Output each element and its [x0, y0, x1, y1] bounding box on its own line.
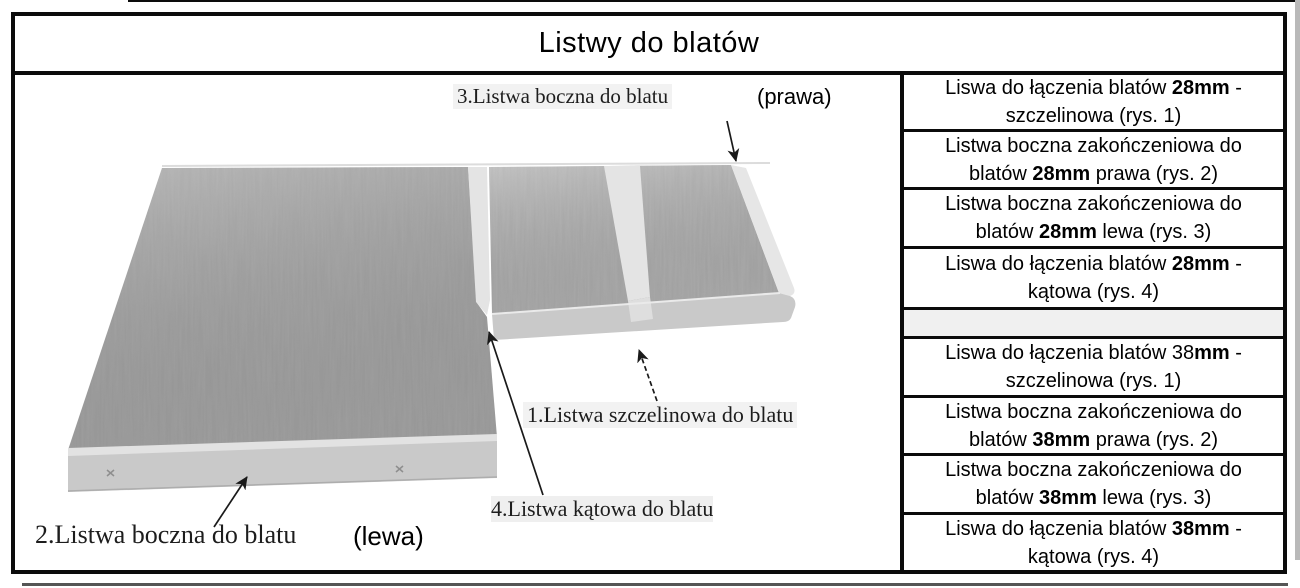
title-row — [15, 16, 1283, 75]
thickness-value: 28mm — [1171, 77, 1230, 99]
thickness-value: 28mm — [1171, 253, 1230, 275]
table-row-text — [914, 339, 1273, 395]
gap-strip-front — [628, 297, 653, 322]
table-row-text — [914, 456, 1273, 512]
annotation-gap-strip-label: 1.Listwa szczelinowa do blatu — [523, 402, 797, 428]
table-row — [904, 398, 1283, 456]
row-text-segment: prawa (rys. 2) — [1090, 162, 1218, 185]
arrow-to-right-side-strip — [727, 121, 736, 161]
thickness-value: 28mm — [1032, 162, 1091, 185]
annotation-corner-strip-label: 4.Listwa kątowa do blatu — [491, 496, 714, 521]
row-text-segment: Liswa do łączenia blatów 38 — [945, 342, 1195, 364]
annotation-left-side-strip-side: (lewa) — [353, 521, 424, 551]
table-row-text — [914, 74, 1273, 130]
table-row-text — [914, 190, 1273, 246]
table-row-text — [914, 132, 1273, 188]
thickness-value: 38mm — [1039, 487, 1097, 509]
thickness-value: 38mm — [1032, 428, 1091, 451]
row-text-segment: - kątowa (rys. 4) — [1027, 517, 1242, 568]
row-text-segment: - szczelinowa (rys. 1) — [1005, 342, 1242, 392]
left-slab-wood-grain — [60, 158, 505, 458]
content-row — [15, 75, 1283, 570]
thickness-value: 28mm — [1039, 221, 1097, 243]
row-text-segment: lewa (rys. 3) — [1096, 487, 1212, 509]
table-row — [904, 190, 1283, 249]
countertop-illustration — [15, 75, 900, 570]
table-row — [904, 339, 1283, 398]
row-text-segment: Listwa boczna zakończeniowa do blatów — [945, 400, 1242, 451]
page-title: Listwy do blatów — [538, 27, 760, 59]
table-row — [904, 249, 1283, 310]
table-row-text — [914, 250, 1273, 306]
row-text-segment: Liswa do łączenia blatów — [945, 253, 1172, 275]
thickness-value: mm — [1194, 342, 1230, 364]
scan-edge-top-line — [128, 0, 1300, 2]
table-row-text — [914, 515, 1273, 571]
arrow-to-gap-strip — [639, 350, 657, 401]
table-row-text — [914, 398, 1273, 454]
row-text-segment: Liswa do łączenia blatów — [945, 77, 1172, 99]
row-text-segment: Liswa do łączenia blatów — [945, 517, 1172, 540]
table-row — [904, 515, 1283, 570]
table-row — [904, 132, 1283, 190]
row-text-segment: Listwa boczna zakończeniowa do blatów — [945, 134, 1242, 185]
annotation-left-side-strip-label: 2.Listwa boczna do blatu — [35, 520, 297, 549]
thickness-value: 38mm — [1171, 517, 1230, 540]
table-empty-row — [904, 310, 1283, 339]
annotation-right-side-strip-side: (prawa) — [757, 84, 832, 109]
scan-edge-right-shadow — [1295, 0, 1300, 560]
row-text-segment: Listwa boczna zakończeniowa do blatów — [945, 459, 1242, 509]
strip-table — [900, 75, 1283, 570]
table-row — [904, 75, 1283, 132]
page-frame — [11, 12, 1287, 574]
row-text-segment: - szczelinowa (rys. 1) — [1005, 77, 1242, 127]
row-text-segment: - kątowa (rys. 4) — [1027, 253, 1242, 303]
row-text-segment: Listwa boczna zakończeniowa do blatów — [945, 193, 1242, 243]
row-text-segment: prawa (rys. 2) — [1090, 428, 1218, 451]
scan-edge-bottom-shadow — [22, 583, 1288, 586]
table-row — [904, 456, 1283, 515]
annotation-right-side-strip-label: 3.Listwa boczna do blatu — [453, 84, 672, 109]
row-text-segment: lewa (rys. 3) — [1096, 221, 1212, 243]
countertop-diagram — [15, 75, 900, 570]
